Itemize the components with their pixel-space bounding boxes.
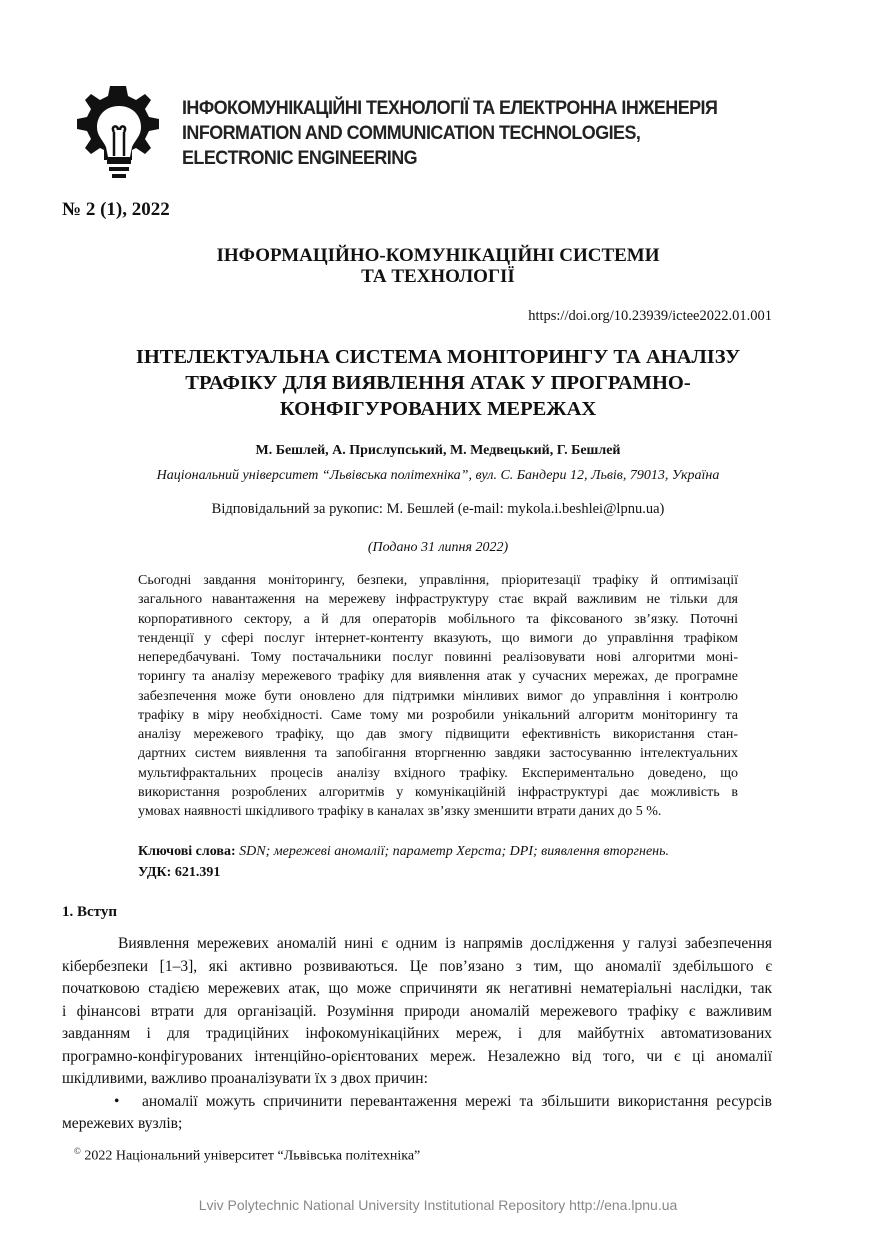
text-line: кібербезпеки [1–3], які активно розвиваються. Це пов’язано з тим, що аномалії здебільшого є: [62, 957, 772, 975]
text-line: Сьогодні завдання моніторингу, безпеки, управління, пріоритезації трафіку й оптимізації: [138, 573, 738, 588]
text-line: аналізу мережевого трафіку, що дав змогу підвищити ефективність використання стан-: [138, 727, 738, 742]
repository-footer: Lviv Polytechnic National University Institutional Repository http://ena.lpnu.ua: [198, 1197, 678, 1213]
title-line: ІНТЕЛЕКТУАЛЬНА СИСТЕМА МОНІТОРИНГУ ТА АНАЛІЗУ: [135, 346, 741, 368]
title-line: ТРАФІКУ ДЛЯ ВИЯВЛЕННЯ АТАК У ПРОГРАМНО-: [185, 372, 691, 394]
text-line: непередбачувані. Тому постачальники послуг повинні реалізовувати нові алгоритми моні-: [138, 650, 738, 665]
udc-value: 621.391: [171, 865, 221, 880]
authors: М. Бешлей, А. Прислупський, М. Медвецький, Г. Бешлей: [255, 443, 621, 458]
section-title-line: ТА ТЕХНОЛОГІЇ: [361, 266, 515, 287]
text-line: трафіку в міру необхідності. Саме тому ми розробили унікальний алгоритм моніторингу та: [138, 707, 738, 723]
affiliation: Національний університет “Львівська політехніка”, вул. С. Бандери 12, Львів, 79013, Україна: [156, 468, 720, 483]
abstract: [138, 571, 738, 821]
text-line: торингу та аналізу мережевого трафіку для виявлення атак у сучасних мережах, де програмне: [138, 669, 738, 685]
text-line: мережевих вузлів;: [62, 1115, 183, 1132]
text-line: програмно-конфігурованих інтенційно-орієнтованих мереж. Незалежно від того, чи є ці аномалії: [62, 1047, 772, 1065]
udc-label: УДК:: [138, 865, 172, 880]
article-title: [0, 344, 876, 422]
journal-title-en-2: ELECTRONIC ENGINEERING: [182, 147, 418, 169]
text-line: умовах наявності шкідливого трафіку в каналах зв’язку зменшити втрати даних до 5 %.: [138, 804, 662, 819]
journal-title-en: INFORMATION AND COMMUNICATION TECHNOLOGIES,: [182, 122, 641, 144]
text-line: початковою стадією мережевих атак, що може спричиняти як негативні нематеріальні наслідки, так: [62, 980, 772, 997]
text-line: загального навантаження на мережеву інфраструктуру стає вкрай важливим не тільки для: [138, 592, 738, 608]
section-title: [0, 245, 876, 287]
text-line: і фінансові втрати для організацій. Розуміння природи аномалій мережевого трафіку є важливим: [62, 1002, 772, 1020]
journal-title-ua: ІНФОКОМУНІКАЦІЙНІ ТЕХНОЛОГІЇ ТА ЕЛЕКТРОННА ІНЖЕНЕРІЯ: [182, 97, 718, 119]
section-title-line: ІНФОРМАЦІЙНО-КОМУНІКАЦІЙНІ СИСТЕМИ: [216, 245, 660, 266]
text-line: аномалії можуть спричинити перевантаження мережі та збільшити використання ресурсів: [142, 1092, 772, 1110]
doi-link[interactable]: https://doi.org/10.23939/ictee2022.01.001: [528, 308, 772, 324]
bullet-icon: •: [114, 1092, 120, 1110]
corresponding-author: Відповідальний за рукопис: М. Бешлей (e-mail: mykola.i.beshlei@lpnu.ua): [211, 501, 665, 517]
title-line: КОНФІГУРОВАНИХ МЕРЕЖАХ: [279, 398, 597, 420]
keywords-label: Ключові слова:: [138, 844, 236, 859]
body-text: [62, 933, 772, 1136]
text-line: Виявлення мережевих аномалій нині є одним із напрямів дослідження у галузі забезпечення: [118, 935, 772, 952]
text-line: мультифрактальних процесів аналізу вхідного трафіку. Експериментально доведено, що: [138, 765, 738, 781]
gear-lightbulb-icon: [74, 82, 164, 182]
submitted-date: (Подано 31 липня 2022): [367, 540, 509, 555]
keywords-block: [138, 841, 669, 883]
text-line: корпоративного сектору, а й для операторів мобільного та фіксованого зв’язку. Поточні: [138, 611, 738, 627]
text-line: завданням і для традиційних інфокомунікаційних мереж, і для майбутніх автоматизованих: [62, 1025, 772, 1042]
section-heading: 1. Вступ: [62, 904, 117, 920]
issue-number: № 2 (1), 2022: [62, 199, 170, 220]
text-line: дартних систем виявлення та запобігання вторгненню завдяки застосуванню інтелектуальних: [138, 746, 738, 762]
text-line: тенденції у сфері послуг інтернет-контенту вказують, що вимоги до управління трафіком: [138, 630, 738, 646]
footnote-text: 2022 Національний університет “Львівська політехніка”: [80, 1148, 421, 1164]
text-line: використання розроблених алгоритмів у комунікаційній інфраструктурі дає можливість в: [138, 784, 738, 800]
copyright-symbol: ©: [74, 1146, 81, 1156]
keywords: SDN; мережеві аномалії; параметр Херста; DPI; виявлення вторгнень.: [235, 844, 669, 859]
text-line: шкідливими, важливо проаналізувати їх з двох причин:: [62, 1070, 428, 1087]
copyright-footnote: [74, 1146, 420, 1165]
text-line: забезпечення може бути оновлено для підтримки мінливих вимог до управління і контролю: [138, 688, 738, 704]
